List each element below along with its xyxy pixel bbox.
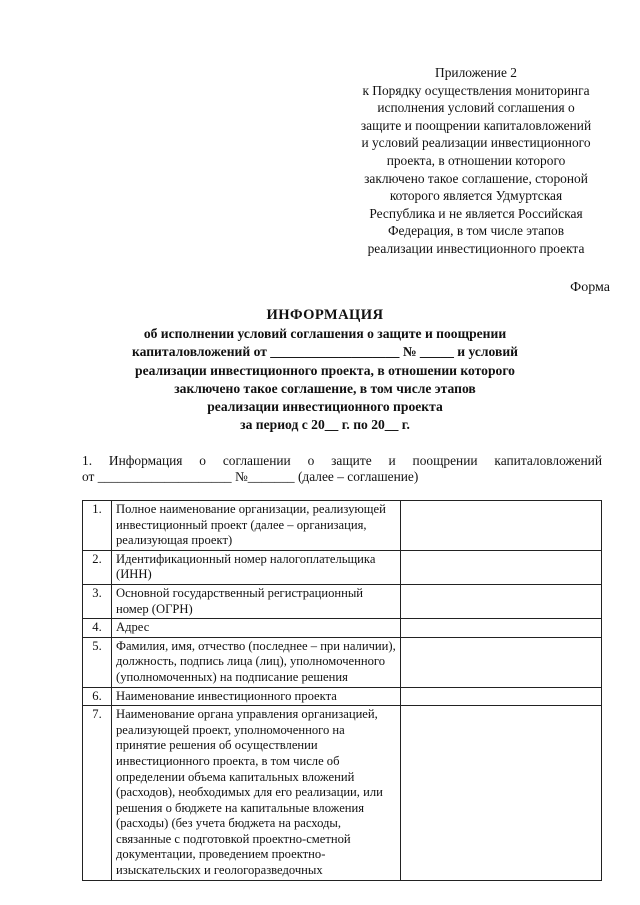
appendix-line: к Порядку осуществления мониторинга bbox=[362, 82, 590, 98]
row-number: 7. bbox=[83, 706, 112, 881]
row-label: Фамилия, имя, отчество (последнее – при наличии), должность, подпись лица (лиц), уполномоченного (уполномоченных) на подписание решения bbox=[112, 637, 401, 687]
row-label: Адрес bbox=[112, 619, 401, 638]
row-value-cell[interactable] bbox=[401, 584, 602, 618]
row-number: 3. bbox=[83, 584, 112, 618]
table-row bbox=[83, 501, 602, 551]
appendix-line: реализации инвестиционного проекта bbox=[367, 240, 585, 256]
appendix-line: проекта, в отношении которого bbox=[386, 152, 566, 168]
title-line: капиталовложений от ___________________ № _____ и условий bbox=[131, 344, 518, 360]
row-value-cell[interactable] bbox=[401, 501, 602, 551]
title-line: за период с 20__ г. по 20__ г. bbox=[240, 417, 410, 433]
row-value-cell[interactable] bbox=[401, 637, 602, 687]
row-value-cell[interactable] bbox=[401, 706, 602, 881]
row-number: 4. bbox=[83, 619, 112, 638]
row-number: 2. bbox=[83, 550, 112, 584]
document-title bbox=[60, 306, 590, 434]
appendix-line: Республика и не является Российская bbox=[369, 205, 583, 221]
table-row bbox=[83, 706, 602, 881]
row-number: 5. bbox=[83, 637, 112, 687]
title-line: заключено такое соглашение, в том числе этапов bbox=[174, 380, 476, 396]
table-row bbox=[83, 550, 602, 584]
appendix-line: Федерация, в том числе этапов bbox=[387, 223, 565, 239]
row-label: Полное наименование организации, реализующей инвестиционный проект (далее – организация, реализующая проект) bbox=[112, 501, 401, 551]
appendix-line: заключено такое соглашение, стороной bbox=[364, 170, 588, 186]
form-label: Форма bbox=[570, 280, 610, 295]
appendix-line: и условий реализации инвестиционного bbox=[361, 135, 591, 151]
row-label: Основной государственный регистрационный номер (ОГРН) bbox=[112, 584, 401, 618]
appendix-line: которого является Удмуртская bbox=[389, 188, 563, 204]
table-row bbox=[83, 619, 602, 638]
row-value-cell[interactable] bbox=[401, 687, 602, 706]
title-line: об исполнении условий соглашения о защите и поощрении bbox=[143, 326, 507, 342]
row-label: Наименование органа управления организацией, реализующей проект, уполномоченного на принятие решения об осуществлении инвестиционного проекта, в том числе об определении объема капитальных вложений (расходов), необходимых для его реализации, или решения о бюджете на капитальные вложения (расходы) (без учета бюджета на расходы, связанные с подготовкой проектно-сметной документации, проведением проектно-изыскательских и геологоразведочных bbox=[112, 706, 401, 881]
row-label: Идентификационный номер налогоплательщика (ИНН) bbox=[112, 550, 401, 584]
row-value-cell[interactable] bbox=[401, 619, 602, 638]
appendix-line: Приложение 2 bbox=[435, 65, 517, 80]
appendix-line: защите и поощрении капиталовложений bbox=[360, 117, 592, 133]
row-number: 1. bbox=[83, 501, 112, 551]
title-line: реализации инвестиционного проекта, в отношении которого bbox=[135, 362, 515, 378]
section-1-heading: 1. Информация о соглашении о защите и поощрении капиталовложений bbox=[82, 453, 602, 468]
table-row bbox=[83, 584, 602, 618]
table-row bbox=[83, 637, 602, 687]
table-row bbox=[83, 687, 602, 706]
appendix-header bbox=[340, 64, 612, 258]
appendix-line: исполнения условий соглашения о bbox=[377, 100, 575, 116]
row-label: Наименование инвестиционного проекта bbox=[112, 687, 401, 706]
section-1-subline: от ____________________ №_______ (далее – соглашение) bbox=[82, 469, 419, 484]
row-value-cell[interactable] bbox=[401, 550, 602, 584]
row-number: 6. bbox=[83, 687, 112, 706]
title-line: реализации инвестиционного проекта bbox=[207, 399, 443, 415]
title-main: ИНФОРМАЦИЯ bbox=[266, 307, 384, 323]
info-table bbox=[82, 500, 602, 881]
